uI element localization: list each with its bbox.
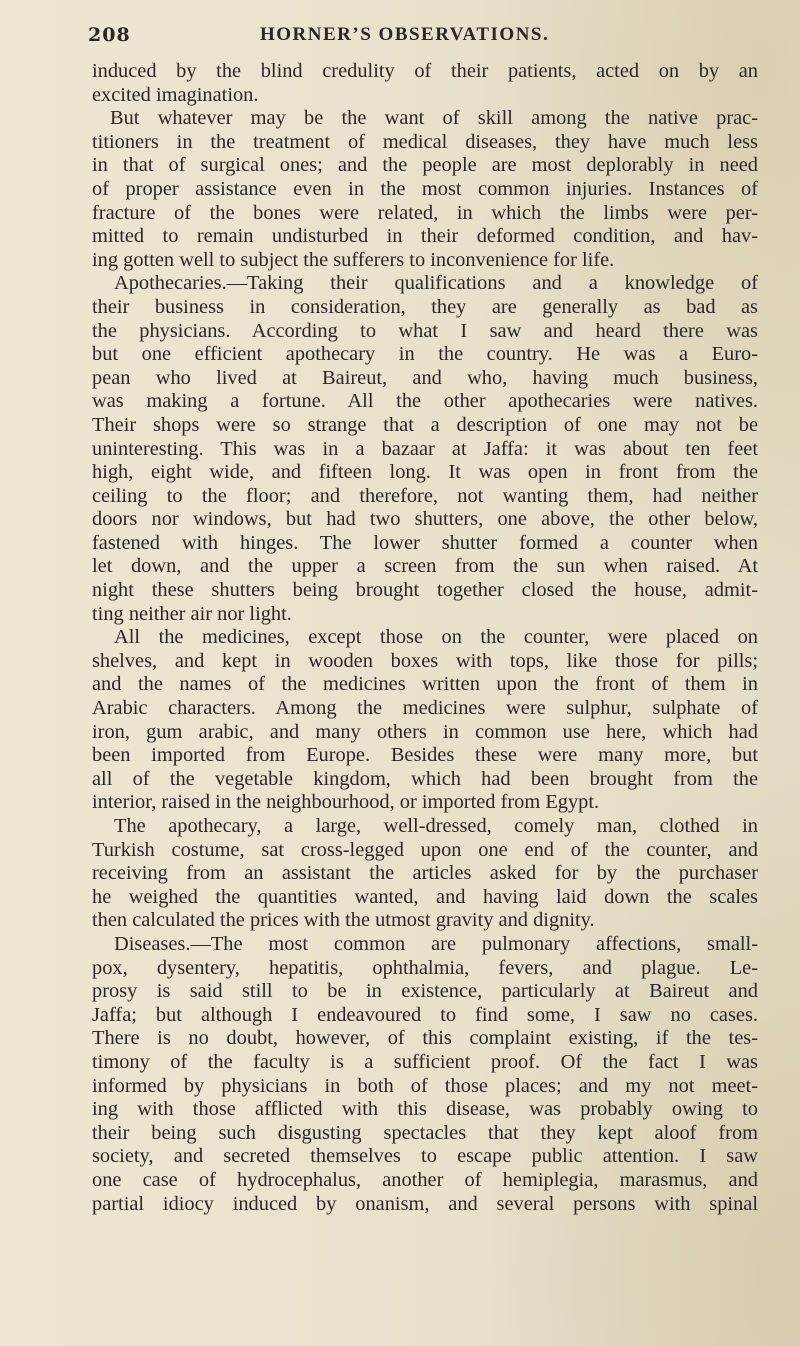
text-line: let down, and the upper a screen from the sun when raised. At [92,555,758,578]
text-line: receiving from an assistant the articles asked for by the purchaser [92,862,758,885]
text-line: pox, dysentery, hepatitis, ophthalmia, fevers, and plague. Le- [92,956,758,979]
text-line: the physicians. According to what I saw and heard there was [92,319,758,342]
text-line: high, eight wide, and fifteen long. It was open in front from the [92,461,758,484]
text-line: night these shutters being brought together closed the house, admit- [92,579,758,602]
text-line: society, and secreted themselves to escape public attention. I saw [92,1145,758,1168]
text-line: one case of hydrocephalus, another of hemiplegia, marasmus, and [92,1168,758,1191]
text-line: mitted to remain undisturbed in their deformed condition, and hav- [92,225,758,248]
text-line: in that of surgical ones; and the people are most deplorably in need [92,154,758,177]
running-head: HORNER’S OBSERVATIONS. [260,24,550,45]
text-line: then calculated the prices with the utmost gravity and dignity. [92,909,595,932]
text-line: iron, gum arabic, and many others in common use here, which had [92,720,758,743]
text-line: ceiling to the floor; and therefore, not wanting them, had neither [92,484,758,507]
page-header [88,18,728,54]
text-line: ting neither air nor light. [92,602,292,625]
text-line: titioners in the treatment of medical diseases, they have much less [92,130,758,153]
text-line: ing with those afflicted with this disease, was probably owing to [92,1098,758,1121]
text-line: their business in consideration, they are generally as bad as [92,295,758,318]
text-line: Turkish costume, sat cross-legged upon one end of the counter, and [92,838,758,861]
text-line: prosy is said still to be in existence, particularly at Baireut and [92,980,758,1003]
text-line: of proper assistance even in the most common injuries. Instances of [92,177,758,200]
text-line: uninteresting. This was in a bazaar at Jaffa: it was about ten feet [92,437,758,460]
text-line: but one efficient apothecary in the country. He was a Euro- [92,343,758,366]
text-line: and the names of the medicines written upon the front of them in [92,673,758,696]
text-line: Arabic characters. Among the medicines were sulphur, sulphate of [92,697,758,720]
text-line: ing gotten well to subject the sufferers to inconvenience for life. [92,248,615,271]
text-line: he weighed the quantities wanted, and having laid down the scales [92,885,758,908]
text-line: all of the vegetable kingdom, which had been brought from the [92,767,758,790]
text-line: excited imagination. [92,83,259,106]
text-line: induced by the blind credulity of their patients, acted on by an [92,60,758,82]
text-line: fastened with hinges. The lower shutter formed a counter when [92,531,758,554]
text-line: Their shops were so strange that a description of one may not be [92,413,758,436]
text-line: timony of the faculty is a sufficient proof. Of the fact I was [92,1050,758,1073]
text-line: interior, raised in the neighbourhood, or imported from Egypt. [92,791,600,814]
text-line: doors nor windows, but had two shutters, one above, the other below, [92,508,758,531]
text-line: Apothecaries.—Taking their qualifications and a knowledge of [114,272,758,295]
text-line: been imported from Europe. Besides these were many more, but [92,744,758,767]
text-line: partial idiocy induced by onanism, and several persons with spinal [92,1192,758,1215]
text-line: But whatever may be the want of skill among the native prac- [110,107,758,130]
text-line: Diseases.—The most common are pulmonary affections, small- [114,932,758,955]
text-line: pean who lived at Baireut, and who, having much business, [92,366,758,389]
text-line: informed by physicians in both of those places; and my not meet- [92,1074,758,1097]
text-line: There is no doubt, however, of this complaint existing, if the tes- [92,1027,758,1050]
text-line: fracture of the bones were related, in which the limbs were per- [92,201,758,224]
page-number: 208 [88,24,131,46]
text-line: their being such disgusting spectacles that they kept aloof from [92,1121,758,1144]
text-line: Jaffa; but although I endeavoured to find some, I saw no cases. [92,1003,758,1026]
text-line: shelves, and kept in wooden boxes with tops, like those for pills; [92,649,758,672]
text-line: All the medicines, except those on the counter, were placed on [114,626,758,649]
text-line: was making a fortune. All the other apothecaries were natives. [92,390,758,413]
body-text [92,60,758,1216]
text-line: The apothecary, a large, well-dressed, comely man, clothed in [114,815,758,837]
